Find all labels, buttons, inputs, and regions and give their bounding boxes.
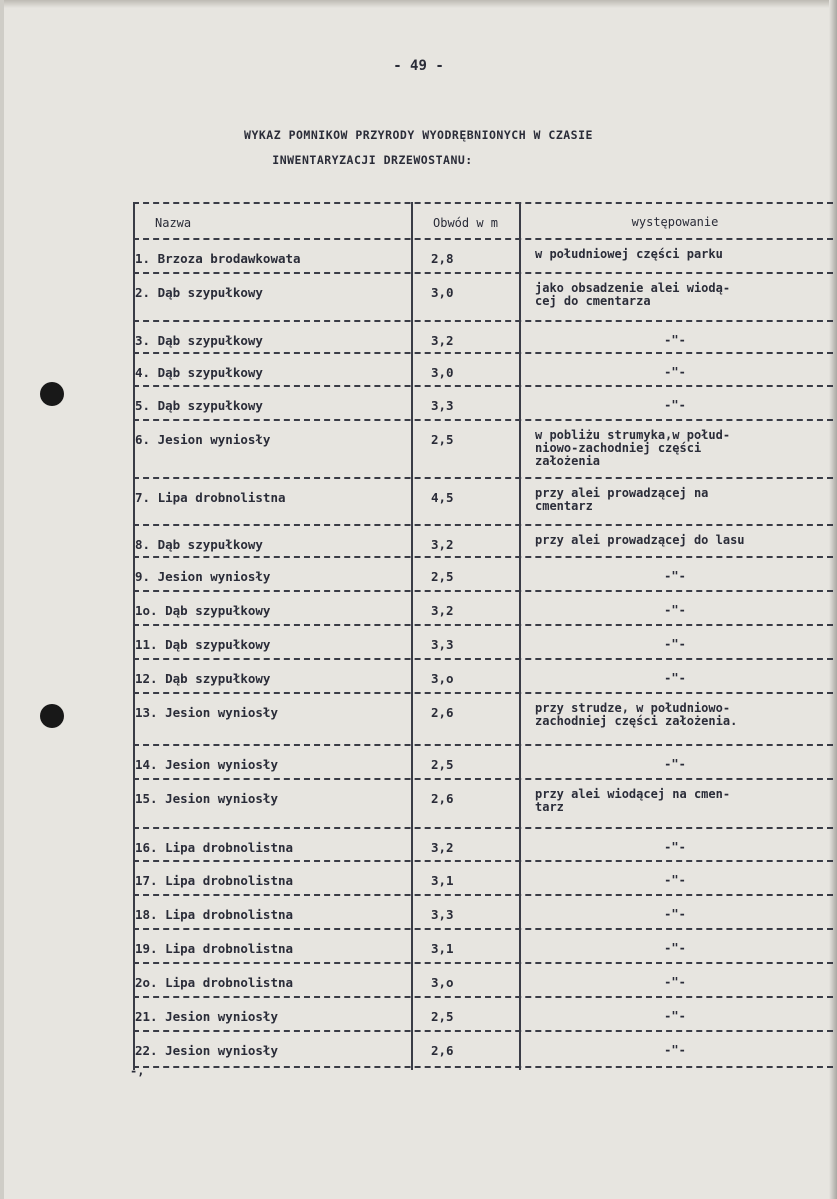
tree-name: 16. Lipa drobnolistna (135, 840, 294, 855)
circumference: 3,0 (431, 365, 454, 380)
occurrence: -"- (664, 975, 686, 989)
circumference: 3,2 (431, 840, 454, 855)
table-rule (133, 320, 833, 322)
tree-name: 21. Jesion wyniosły (135, 1009, 278, 1024)
occurrence: -"- (664, 1009, 686, 1023)
table-rule (133, 658, 833, 660)
scan-left-edge (0, 0, 4, 1199)
table-rule (133, 556, 833, 558)
circumference: 3,3 (431, 637, 454, 652)
tree-name: 1. Brzoza brodawkowata (135, 251, 301, 266)
circumference: 3,2 (431, 537, 454, 552)
table-rule (133, 996, 833, 998)
tree-name: 19. Lipa drobnolistna (135, 941, 294, 956)
tree-name: 8. Dąb szypułkowy (135, 537, 263, 552)
circumference: 4,5 (431, 490, 454, 505)
occurrence: -"- (664, 398, 686, 412)
table-rule (133, 238, 833, 240)
occurrence: przy strudze, w południowo- zachodniej części założenia. (535, 701, 738, 728)
occurrence: przy alei prowadzącej do lasu (535, 533, 745, 547)
punch-hole (40, 704, 64, 728)
occurrence: -"- (664, 873, 686, 887)
tree-name: 1o. Dąb szypułkowy (135, 603, 271, 618)
tree-name: 22. Jesion wyniosły (135, 1043, 278, 1058)
tree-name: 5. Dąb szypułkowy (135, 398, 263, 413)
column-divider (519, 202, 521, 1070)
tree-name: 15. Jesion wyniosły (135, 791, 278, 806)
occurrence: -"- (664, 1043, 686, 1057)
tree-name: 12. Dąb szypułkowy (135, 671, 271, 686)
table-rule (133, 692, 833, 694)
document-title-line1: WYKAZ POMNIKOW PRZYRODY WYODRĘBNIONYCH W CZASIE (244, 128, 593, 142)
tree-name: 14. Jesion wyniosły (135, 757, 278, 772)
occurrence: -"- (664, 907, 686, 921)
table-rule (133, 590, 833, 592)
tree-name: 9. Jesion wyniosły (135, 569, 271, 584)
table-rule (133, 477, 833, 479)
circumference: 2,6 (431, 1043, 454, 1058)
tree-name: 4. Dąb szypułkowy (135, 365, 263, 380)
document-title-line2: INWENTARYZACJI DRZEWOSTANU: (272, 153, 473, 167)
circumference: 2,6 (431, 705, 454, 720)
circumference: 2,5 (431, 1009, 454, 1024)
occurrence: -"- (664, 757, 686, 771)
circumference: 2,8 (431, 251, 454, 266)
table-rule (133, 962, 833, 964)
table-rule (133, 1066, 833, 1068)
occurrence: -"- (664, 603, 686, 617)
circumference: 3,2 (431, 333, 454, 348)
table-rule (133, 202, 833, 204)
tree-name: 6. Jesion wyniosły (135, 432, 271, 447)
occurrence: przy alei prowadzącej na cmentarz (535, 486, 709, 513)
table-rule (133, 524, 833, 526)
punch-hole (40, 382, 64, 406)
scan-right-edge (829, 0, 837, 1199)
circumference: 3,3 (431, 398, 454, 413)
occurrence: jako obsadzenie alei wiodą- cej do cmentarza (535, 281, 731, 308)
circumference: 3,o (431, 671, 454, 686)
table-rule (133, 272, 833, 274)
occurrence: -"- (664, 637, 686, 651)
tree-name: 17. Lipa drobnolistna (135, 873, 294, 888)
table-rule (133, 860, 833, 862)
circumference: 2,5 (431, 757, 454, 772)
circumference: 2,6 (431, 791, 454, 806)
tree-name: 11. Dąb szypułkowy (135, 637, 271, 652)
page-number: - 49 - (393, 58, 444, 74)
circumference: 3,1 (431, 873, 454, 888)
scan-top-edge (0, 0, 837, 8)
tree-name: 18. Lipa drobnolistna (135, 907, 294, 922)
table-rule (133, 624, 833, 626)
column-divider (411, 202, 413, 1070)
table-rule (133, 385, 833, 387)
circumference: 3,3 (431, 907, 454, 922)
occurrence: przy alei wiodącej na cmen- tarz (535, 787, 731, 814)
tree-name: 2o. Lipa drobnolistna (135, 975, 294, 990)
table-rule (133, 778, 833, 780)
footer-mark: -, (130, 1064, 145, 1078)
tree-name: 7. Lipa drobnolistna (135, 490, 286, 505)
table-rule (133, 894, 833, 896)
circumference: 3,o (431, 975, 454, 990)
table-rule (133, 419, 833, 421)
header-occurrence: występowanie (631, 215, 719, 229)
tree-name: 3. Dąb szypułkowy (135, 333, 263, 348)
occurrence: -"- (664, 333, 686, 347)
occurrence: -"- (664, 941, 686, 955)
tree-name: 13. Jesion wyniosły (135, 705, 278, 720)
occurrence: -"- (664, 671, 686, 685)
circumference: 3,2 (431, 603, 454, 618)
occurrence: -"- (664, 840, 686, 854)
table-rule (133, 1030, 833, 1032)
table-rule (133, 352, 833, 354)
occurrence: w południowej części parku (535, 247, 723, 261)
table-rule (133, 744, 833, 746)
occurrence: -"- (664, 569, 686, 583)
circumference: 3,0 (431, 285, 454, 300)
occurrence: -"- (664, 365, 686, 379)
occurrence: w pobliżu strumyka,w połud- niowo-zachodniej części założenia (535, 428, 731, 468)
table-rule (133, 827, 833, 829)
header-name: Nazwa (155, 216, 192, 230)
tree-name: 2. Dąb szypułkowy (135, 285, 263, 300)
circumference: 2,5 (431, 432, 454, 447)
header-circumference: Obwód w m (433, 216, 499, 230)
circumference: 2,5 (431, 569, 454, 584)
circumference: 3,1 (431, 941, 454, 956)
table-rule (133, 928, 833, 930)
